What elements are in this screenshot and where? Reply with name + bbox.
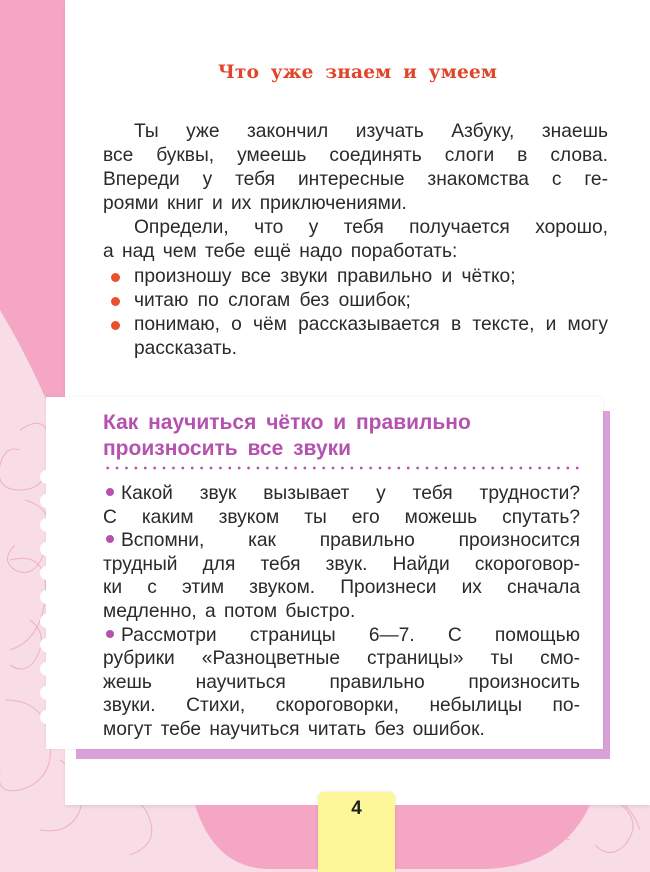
intro-line: все буквы, умеешь соединять слоги в слова. <box>103 145 608 167</box>
bullet-icon <box>111 321 120 330</box>
scallop-edge <box>40 590 54 604</box>
bullet-icon <box>106 630 114 638</box>
scallop-edge <box>40 470 54 484</box>
intro-line: Определи, что у тебя получается хорошо, <box>134 217 608 239</box>
tip-box-title: Как научиться чётко и правильно произносить все звуки <box>103 411 471 460</box>
intro-text <box>103 120 608 361</box>
intro-line: Ты уже закончил изучать Азбуку, знаешь <box>134 121 608 142</box>
scallop-edge <box>40 518 54 532</box>
tip-line: Рассмотри страницы 6—7. С помощью <box>103 624 580 648</box>
tip-line: звуки. Стихи, скороговорки, небылицы по- <box>103 695 580 717</box>
scallop-edge <box>40 686 54 700</box>
scallop-edge <box>40 494 54 508</box>
checklist-item: произношу все звуки правильно и чётко; <box>103 265 608 289</box>
bullet-icon <box>106 488 114 496</box>
scallop-edge <box>40 662 54 676</box>
scallop-edge <box>40 614 54 628</box>
tip-line: жешь научиться правильно произносить <box>103 671 580 693</box>
scallop-edge <box>40 542 54 556</box>
scallop-edge <box>40 710 54 724</box>
scallop-edge <box>40 566 54 580</box>
tip-line: Какой звук вызывает у тебя трудности? <box>103 482 580 506</box>
tip-line: рубрики «Разноцветные страницы» ты смо- <box>103 648 580 670</box>
bullet-icon <box>106 535 114 543</box>
intro-line: а над чем тебе ещё надо поработать: <box>103 241 458 263</box>
tip-line: С каким звуком ты его можешь спутать? <box>103 506 580 528</box>
skills-checklist <box>103 265 608 361</box>
bullet-icon <box>111 273 120 282</box>
tip-line: Вспомни, как правильно произносится <box>103 529 580 553</box>
tip-line: медленно, а потом быстро. <box>103 600 356 622</box>
dotted-divider <box>103 466 581 470</box>
tip-box-text <box>103 482 580 742</box>
page-number-badge: 4 <box>318 792 395 872</box>
section-heading: Что уже знаем и умеем <box>217 62 498 83</box>
tip-line: могут тебе научиться читать без ошибок. <box>103 718 485 740</box>
checklist-item: понимаю, о чём рассказывается в тексте, и могу рассказать. <box>103 313 608 361</box>
bullet-icon <box>111 297 120 306</box>
checklist-item: читаю по слогам без ошибок; <box>103 289 608 313</box>
scallop-edge <box>40 638 54 652</box>
intro-line: Впереди у тебя интересные знакомства с ге- <box>103 169 608 191</box>
intro-line: роями книг и их приключениями. <box>103 193 407 215</box>
tip-line: ки с этим звуком. Произнеси их сначала <box>103 577 580 599</box>
tip-line: трудный для тебя звук. Найди скороговор- <box>103 553 580 575</box>
